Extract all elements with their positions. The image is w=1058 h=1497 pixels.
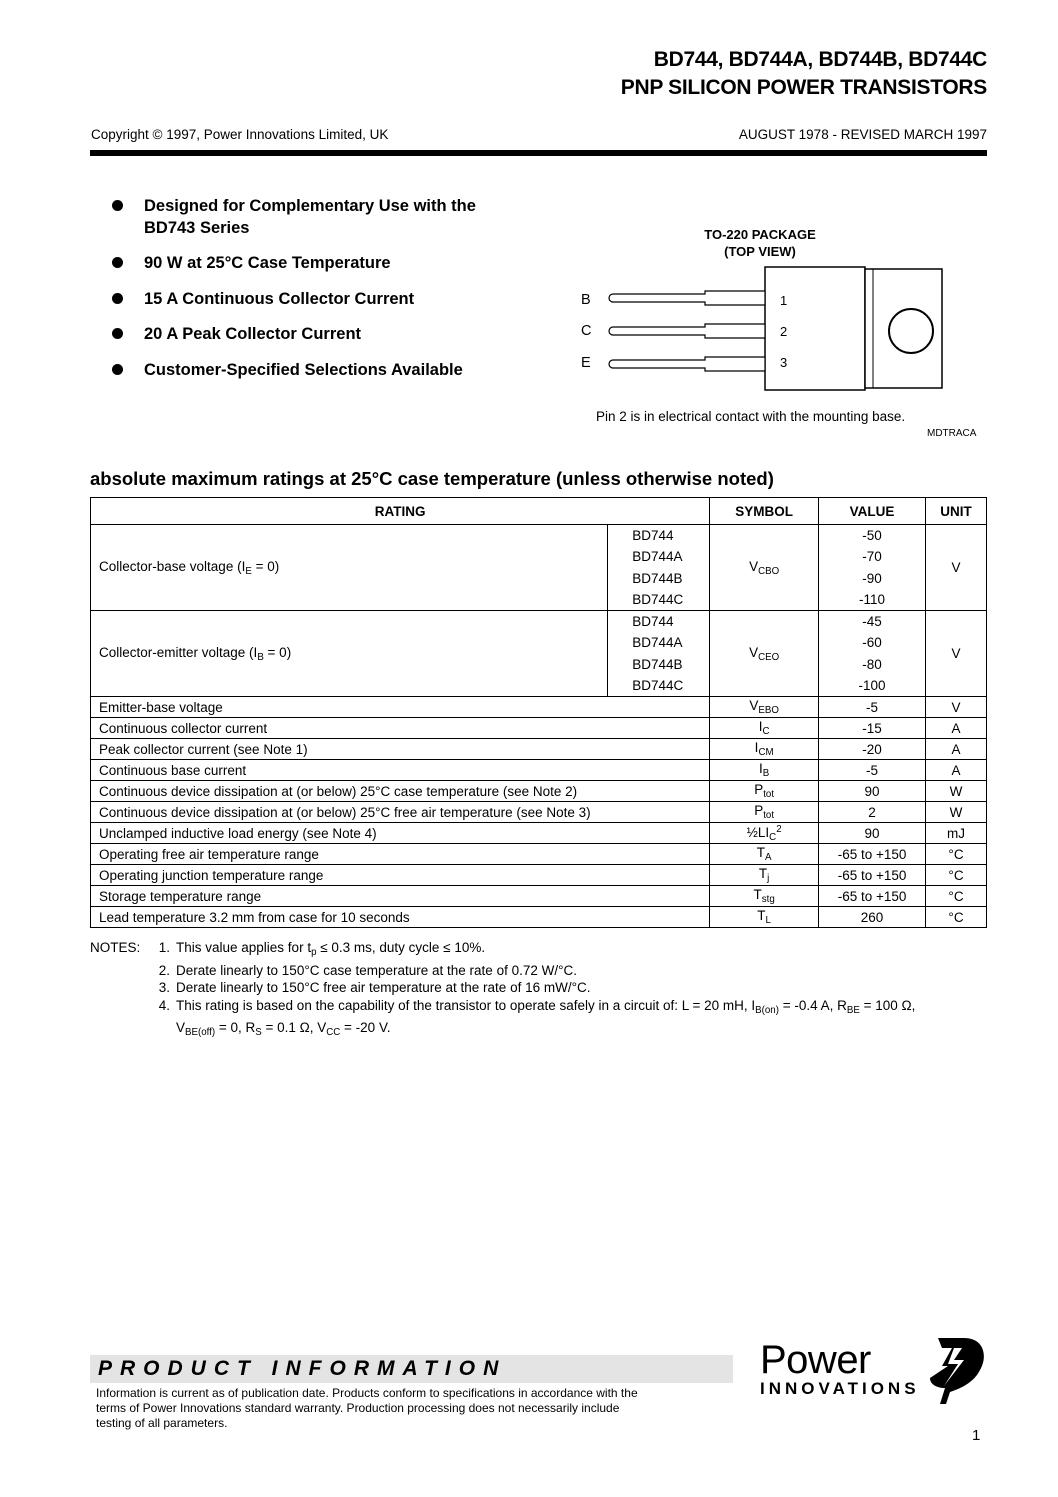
copyright-text: Copyright © 1997, Power Innovations Limited, UK xyxy=(91,127,389,142)
note-2: 2. Derate linearly to 150°C case temperature at the rate of 0.72 W/°C. xyxy=(158,962,577,978)
note-4-cont: $V_{BE(off)} = 0$, $R_S = 0.1$ Ω, $V_{CC} = -20$ V. xyxy=(176,1020,391,1038)
mounting-tab xyxy=(865,269,942,388)
table-header-row xyxy=(91,498,987,525)
table-row: Lead temperature 3.2 mm from case for 10 seconds $T_L$ 260 °C xyxy=(91,907,987,928)
symbol-cell: $V_{CBO}$ xyxy=(710,525,819,611)
lead-pin xyxy=(609,324,765,338)
pin-number-3: 3 xyxy=(780,355,788,370)
feature-text: 90 W at 25°C Case Temperature xyxy=(144,254,391,272)
logo-wordmark: Power xyxy=(760,1338,871,1382)
table-row: Operating free air temperature range $T_A$ -65 to +150 °C xyxy=(91,844,987,865)
table-row: Unclamped inductive load energy (see Note 4) $\frac{1}{2}LI_C^2$ 90 mJ xyxy=(91,823,987,844)
feature-item xyxy=(112,252,532,274)
table-row xyxy=(91,525,987,611)
note-3: 3. Derate linearly to 150°C free air temperature at the rate of 16 mW/°C. xyxy=(158,980,591,995)
table-row: Continuous base current $I_B$ -5 A xyxy=(91,760,987,781)
device-list: BD744 BD744A BD744B BD744C xyxy=(608,611,710,697)
pin-label-b: B xyxy=(581,292,591,308)
header-symbol: SYMBOL xyxy=(710,498,819,525)
header-rating: RATING xyxy=(91,498,710,525)
rating-cell: Collector-base voltage $(I_E = 0)$ xyxy=(91,525,608,611)
feature-item xyxy=(112,288,532,310)
ratings-table xyxy=(90,497,987,928)
lead-pin xyxy=(609,291,765,305)
rating-cell: Collector-emitter voltage $(I_B = 0)$ xyxy=(91,611,608,697)
bullet-icon xyxy=(112,257,123,268)
product-info-body: Information is current as of publication date. Products conform to specifications in accordance with the terms of Power Innovations standard warranty. Production processing does not necessarily include testing of all parameters. xyxy=(96,1386,638,1430)
logo-subtitle: INNOVATIONS xyxy=(760,1379,920,1398)
unit-cell: V xyxy=(926,525,987,611)
bullet-icon xyxy=(112,364,123,375)
bullet-icon xyxy=(112,328,123,339)
header-unit: UNIT xyxy=(926,498,987,525)
document-subtitle: PNP SILICON POWER TRANSISTORS xyxy=(620,76,987,99)
pin-note: Pin 2 is in electrical contact with the mounting base. xyxy=(596,409,906,424)
pin-number-2: 2 xyxy=(780,324,788,339)
feature-item xyxy=(112,195,532,239)
device-list: BD744 BD744A BD744B BD744C xyxy=(608,525,710,611)
note-1: NOTES: 1. This value applies for $t_p \le 0.3$ ms, duty cycle ≤ 10%. xyxy=(90,940,486,958)
table-row: Operating junction temperature range $T_j$ -65 to +150 °C xyxy=(91,865,987,886)
table-row: Emitter-base voltage $V_{EBO}$ -5 V xyxy=(91,697,987,718)
note-4: 4. This rating is based on the capability of the transistor to operate safely in a circuit of: L = 20 mH, $I_{B(on)} = -0.4$ A, $R_{BE} = 100$ Ω, xyxy=(158,997,916,1016)
header-value: VALUE xyxy=(819,498,926,525)
table-row: Peak collector current (see Note 1) $I_{CM}$ -20 A xyxy=(91,739,987,760)
bullet-icon xyxy=(112,293,123,304)
section-heading: absolute maximum ratings at 25°C case temperature (unless otherwise noted) xyxy=(90,468,774,489)
pin-label-e: E xyxy=(581,355,591,371)
pin-label-c: C xyxy=(581,323,592,339)
product-info-heading: PRODUCT INFORMATION xyxy=(98,1357,507,1380)
pin-number-1: 1 xyxy=(780,293,788,308)
logo-bolt-icon xyxy=(918,1334,990,1406)
notes-block xyxy=(90,939,915,1042)
table-row: Continuous device dissipation at (or below) 25°C free air temperature (see Note 3) $P_{tot}$ 2 W xyxy=(91,802,987,823)
feature-text: Designed for Complementary Use with the BD743 Series xyxy=(144,197,476,237)
table-row xyxy=(91,611,987,697)
revision-date: AUGUST 1978 - REVISED MARCH 1997 xyxy=(738,127,987,142)
table-row: Storage temperature range $T_{stg}$ -65 to +150 °C xyxy=(91,886,987,907)
lead-pin xyxy=(609,357,765,371)
table-row: Continuous device dissipation at (or below) 25°C case temperature (see Note 2) $P_{tot}$ 90 W xyxy=(91,781,987,802)
package-diagram xyxy=(595,265,955,400)
bullet-icon xyxy=(112,200,123,211)
figure-code: MDTRACA xyxy=(927,428,977,439)
feature-item xyxy=(112,359,532,381)
feature-item xyxy=(112,323,532,345)
value-list: -45 -60 -80 -100 xyxy=(819,611,926,697)
value-list: -50 -70 -90 -110 xyxy=(819,525,926,611)
document-title: BD744, BD744A, BD744B, BD744C xyxy=(653,48,987,71)
feature-text: 20 A Peak Collector Current xyxy=(144,325,362,343)
header-rule xyxy=(90,150,987,156)
table-row: Continuous collector current $I_C$ -15 A xyxy=(91,718,987,739)
unit-cell: V xyxy=(926,611,987,697)
symbol-cell: $V_{CEO}$ xyxy=(710,611,819,697)
feature-text: Customer-Specified Selections Available xyxy=(144,361,463,379)
feature-text: 15 A Continuous Collector Current xyxy=(144,290,415,308)
package-title: TO-220 PACKAGE (TOP VIEW) xyxy=(704,227,816,259)
page-number: 1 xyxy=(972,1427,981,1444)
